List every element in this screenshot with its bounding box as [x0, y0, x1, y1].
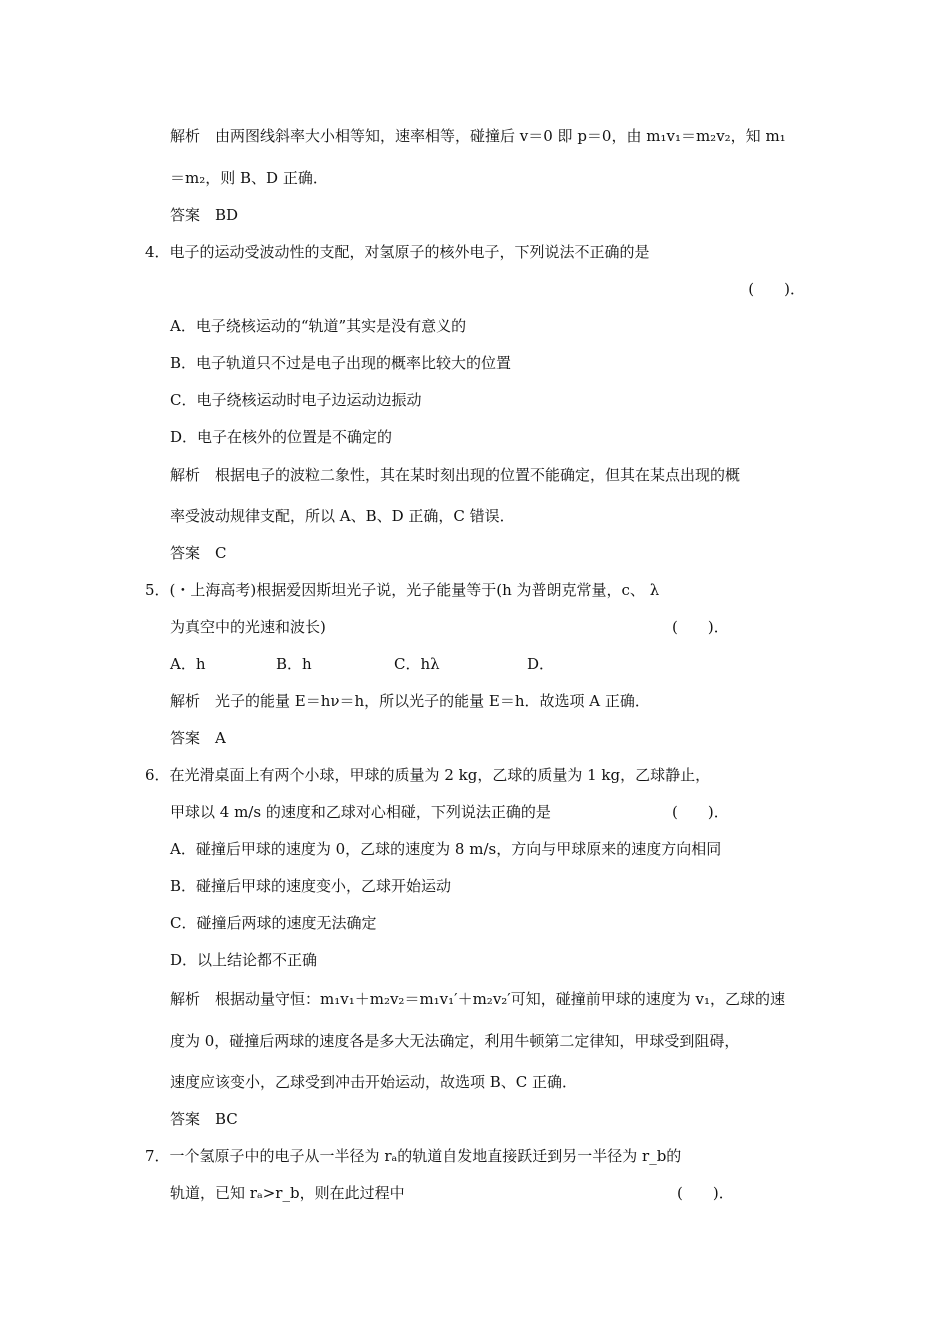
- q3-answer: 答案 BD: [170, 206, 239, 224]
- q6-analysis-line-1: 解析 根据动量守恒：m₁v₁＋m₂v₂＝m₁v₁′＋m₂v₂′可知，碰撞前甲球的速度为 v₁，乙球的速: [170, 990, 785, 1008]
- q6-stem-line-2: 甲球以 4 m/s 的速度和乙球对心相碰，下列说法正确的是: [170, 803, 551, 821]
- q6-stem: 6．在光滑桌面上有两个小球，甲球的质量为 2 kg，乙球的质量为 1 kg，乙球静止，: [145, 766, 711, 784]
- q5-answer-blank: ( )．: [672, 618, 729, 636]
- q4-analysis-line-1: 解析 根据电子的波粒二象性，其在某时刻出现的位置不能确定，但其在某点出现的概: [170, 466, 741, 484]
- q4-option-d: D．电子在核外的位置是不确定的: [170, 428, 393, 446]
- q5-stem: 5．(・上海高考)根据爱因斯坦光子说，光子能量等于(h 为普朗克常量，c、 λ: [145, 581, 660, 599]
- q6-option-a: A．碰撞后甲球的速度为 0，乙球的速度为 8 m/s，方向与甲球原来的速度方向相同: [170, 840, 722, 858]
- q5-option-c: C．hλ: [394, 655, 440, 673]
- q5-analysis: 解析 光子的能量 E＝hν＝h，所以光子的能量 E＝h．故选项 A 正确．: [170, 692, 650, 710]
- q7-stem-line-2: 轨道，已知 rₐ>r_b，则在此过程中: [170, 1184, 405, 1202]
- q4-option-b: B．电子轨道只不过是电子出现的概率比较大的位置: [170, 354, 512, 372]
- q6-option-d: D．以上结论都不正确: [170, 951, 318, 969]
- q5-answer: 答案 A: [170, 729, 226, 747]
- q6-answer: 答案 BC: [170, 1110, 238, 1128]
- q3-analysis-line-2: ＝m₂，则 B、D 正确．: [170, 169, 328, 187]
- q3-analysis-line-1: 解析 由两图线斜率大小相等知，速率相等，碰撞后 v＝0 即 p＝0，由 m₁v₁＝m₂v₂，知 m₁: [170, 127, 786, 145]
- q7-answer-blank: ( )．: [677, 1184, 734, 1202]
- q4-answer: 答案 C: [170, 544, 227, 562]
- q5-stem-line-2: 为真空中的光速和波长): [170, 618, 326, 636]
- q7-stem: 7．一个氢原子中的电子从一半径为 rₐ的轨道自发地直接跃迁到另一半径为 r_b的: [145, 1147, 682, 1165]
- q5-option-b: B．h: [276, 655, 312, 673]
- q6-answer-blank: ( )．: [672, 803, 729, 821]
- q4-option-c: C．电子绕核运动时电子边运动边振动: [170, 391, 422, 409]
- q4-stem: 4．电子的运动受波动性的支配，对氢原子的核外电子，下列说法不正确的是: [145, 243, 650, 261]
- q6-option-c: C．碰撞后两球的速度无法确定: [170, 914, 377, 932]
- q5-option-d: D．: [527, 655, 555, 673]
- q6-analysis-line-3: 速度应该变小，乙球受到冲击开始运动，故选项 B、C 正确．: [170, 1073, 578, 1091]
- q6-analysis-line-2: 度为 0，碰撞后两球的速度各是多大无法确定，利用牛顿第二定律知，甲球受到阻碍，: [170, 1032, 740, 1050]
- q6-option-b: B．碰撞后甲球的速度变小，乙球开始运动: [170, 877, 452, 895]
- q4-answer-blank: ( )．: [748, 280, 805, 298]
- q4-analysis-line-2: 率受波动规律支配，所以 A、B、D 正确，C 错误．: [170, 507, 515, 525]
- q4-option-a: A．电子绕核运动的“轨道”其实是没有意义的: [170, 317, 467, 335]
- q5-option-a: A．h: [170, 655, 206, 673]
